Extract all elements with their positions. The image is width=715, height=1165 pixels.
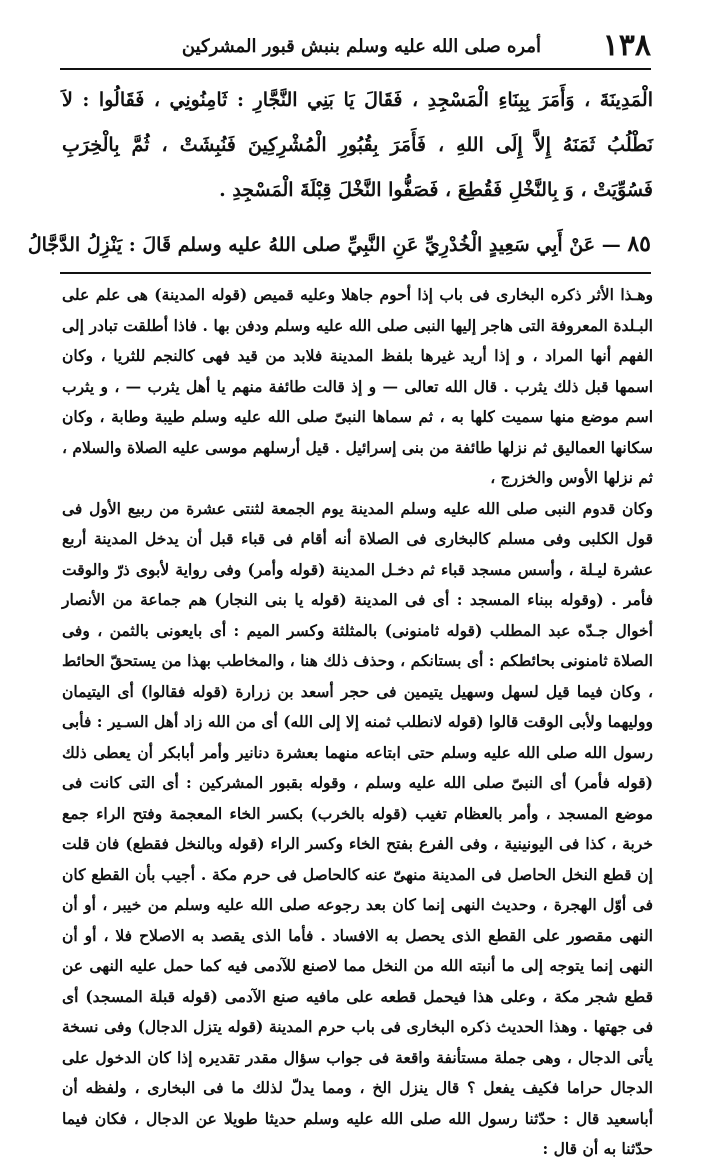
hadith-85-text: عَنْ أَبِي سَعِيدٍ الْخُدْرِيِّ عَنِ النَّبِيِّ صلى اللهُ عليه وسلم قَالَ : يَنْزِلُ الدَّجَّالُ [27, 234, 596, 256]
hadith-dash: — [601, 234, 621, 256]
hadith-85-heading [27, 227, 651, 262]
header-rule [60, 68, 651, 70]
commentary [62, 280, 653, 1158]
page-number: ١٣٨ [602, 28, 651, 63]
matn-paragraph: الْمَدِينَةَ ، وَأَمَرَ بِبِنَاءِ الْمَسْجِدِ ، فَقَالَ يَا بَنِي النَّجَّارِ : ثَامِنُونِي ، فَقَالُوا : لاَ نَطْلُبُ ثَمَنَهُ إِلاَّ إِلَى اللهِ ، فَأَمَرَ بِقُبُورِ الْمُشْرِكِينَ فَنُبِشَتْ ، ثُمَّ بِالْخِرَبِ فَسُوِّيَتْ ، وَ بِالنَّخْلِ فَقُطِعَ ، فَصَفُّوا النَّخْلَ قِبْلَةَ الْمَسْجِدِ . [62, 89, 653, 201]
commentary-paragraph: وهـذا الأثر ذكره البخارى فى باب إذا أحوم جاهلا وعليه قميص (قوله المدينة) هى علم على البـلدة المعروفة التى هاجر إليها النبى صلى الله عليه وسلم ودفن بها . فاذا أطلقت تبادر إلى الفهم أنها المراد ، و إذا أريد غيرها بلفظ المدينة فلابد من قيد فهى كالنجم للثريا ، وكان اسمها قبل ذلك يثرب . قال الله تعالى — و إذ قالت طائفة منهم يا أهل يثرب — ، و يثرب اسم موضع منها سميت كلها به ، ثم سماها النبىّ صلى الله عليه وسلم طيبة وطابة ، وكان سكانها العماليق ثم نزلها طائفة من بنى إسرائيل . قيل أرسلهم موسى عليه الصلاة والسلام ، ثم نزلها الأوس والخزرج ، [62, 285, 653, 487]
running-title: أمره صلى الله عليه وسلم بنبش قبور المشركين [181, 36, 541, 57]
section-rule [60, 272, 651, 274]
commentary-paragraph: وكان قدوم النبى صلى الله عليه وسلم المدينة يوم الجمعة لثنتى عشرة من ربيع الأول فى قول الكلبى وفى مسلم كالبخارى فى الصلاة أنه أقام فى قباء قبل أن يدخل المدينة أربع عشرة ليـلة ، وأسس مسجد قباء ثم دخـل المدينة (قوله وأمر) وفى رواية لأبوى ذرّ والوقت فأمر . (وقوله ببناء المسجد : أى فى المدينة (قوله يا بنى النجار) هم جماعة من الأنصار أخوال جـدّه عبد المطلب (قوله ثامنونى) بالمثلثة وكسر الميم : أى بايعونى بالثمن ، وفى الصلاة ثامنونى بحائطكم : أى بستانكم ، وحذف ذلك هنا ، والمخاطب بهذا من يستحقّ الحائط ، وكان فيما قيل لسهل وسهيل يتيمين فى حجر أسعد بن زرارة (قوله فقالوا) أى اليتيمان ووليهما ولأبى الوقت قالوا (قوله لانطلب ثمنه إلا إلى الله) أى من الله زاد أهل السـير : فأبى رسول الله صلى الله عليه وسلم حتى ابتاعه منهما بعشرة دنانير وأمر أبابكر أن يعطى ذلك (قوله فأمر) أى النبىّ صلى الله عليه وسلم ، وقوله بقبور المشركين : أى التى كانت فى موضع المسجد ، وأمر بالعظام تغيب (قوله بالخرب) بكسر الخاء المعجمة وفتح الراء جمع خربة ، كذا فى اليونينية ، وفى الفرع بفتح الخاء وكسر الراء (قوله وبالنخل فقطع) فان قلت إن قطع النخل الحاصل فى المدينة منهىّ عنه كالحاصل فى حرم مكة . أجيب بأن القطع كان فى أوّل الهجرة ، وحديث النهى إنما كان بعد رجوعه صلى الله عليه وسلم من خيبر ، أو أن النهى مقصور على القطع الذى يحصل به الافساد . فأما الذى يقصد به الاصلاح فلا ، أو أن النهى إنما يتوجه إلى ما أنبته الله من النخل مما لاصنع للآدمى فيه كما حمل عليه النهى عن قطع شجر مكة ، وعلى هذا فيحمل قطعه على مافيه صنع الآدمى (قوله قبلة المسجد) أى فى جهتها . وهذا الحديث ذكره البخارى فى باب حرم المدينة (قوله يتزل الدجال) وفى نسخة يأتى الدجال ، وهى جملة مستأنفة واقعة فى جواب سؤال مقدر تقديره إذا كان الدخول على الدجال حراما فكيف يفعل ؟ قال ينزل الخ ، ومما يدلّ لذلك ما فى البخارى ، ولفظه أن أباسعيد قال : حدّثنا رسول الله صلى الله عليه وسلم حديثا طويلا عن الدجال ، فكان فيما حدّثنا به أن قال : [62, 498, 653, 1158]
page-header [60, 28, 651, 72]
hadith-text-continuation [62, 78, 653, 213]
hadith-number: ٨٥ [627, 231, 651, 257]
